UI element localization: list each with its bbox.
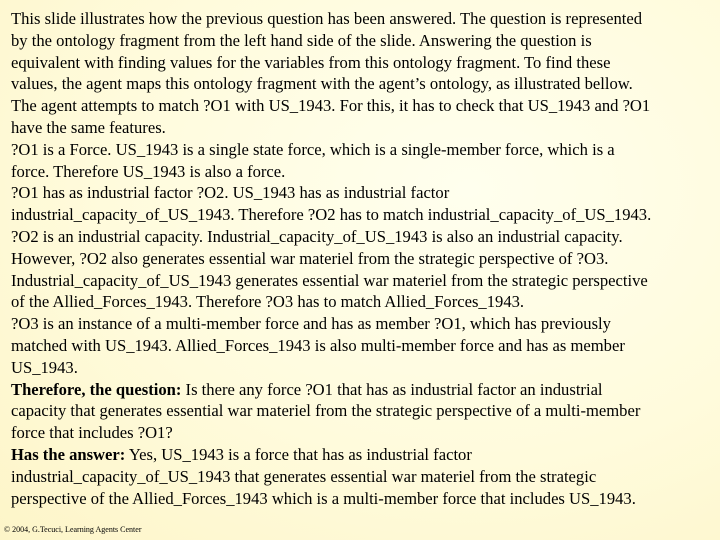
line-text: values, the agent maps this ontology fragment with the agent’s ontology, as illustrated bellow.: [11, 74, 633, 94]
line-text: ?O2 is an industrial capacity. Industrial_capacity_of_US_1943 is also an industrial capacity.: [11, 226, 623, 246]
line-text: equivalent with finding values for the variables from this ontology fragment. To find these: [11, 52, 611, 72]
text-line: [11, 52, 717, 74]
line-text: industrial_capacity_of_US_1943. Therefore ?O2 has to match industrial_capacity_of_US_1943.: [11, 205, 652, 225]
text-line: [11, 488, 717, 510]
line-text: Yes, US_1943 is a force that has as industrial factor: [125, 444, 472, 464]
text-line: [11, 73, 717, 95]
line-text: Industrial_capacity_of_US_1943 generates essential war materiel from the strategic perspective: [11, 270, 648, 290]
copyright-footer: © 2004, G.Tecuci, Learning Agents Center: [4, 525, 142, 534]
text-line: [11, 400, 717, 422]
bold-lead-in: Has the answer:: [11, 444, 126, 464]
text-line: [11, 95, 717, 117]
text-line: [11, 335, 717, 357]
line-text: force that includes ?O1?: [11, 423, 173, 443]
text-line: [11, 204, 717, 226]
text-line: [11, 291, 717, 313]
slide-body-text: [11, 8, 717, 509]
text-line: [11, 182, 717, 204]
line-text: The agent attempts to match ?O1 with US_1943. For this, it has to check that US_1943 and ?O1: [11, 96, 651, 116]
line-text: Is there any force ?O1 that has as industrial factor an industrial: [181, 379, 603, 399]
text-line: [11, 161, 717, 183]
text-line: [11, 466, 717, 488]
text-line: [11, 444, 717, 466]
line-text: by the ontology fragment from the left hand side of the slide. Answering the question is: [11, 30, 592, 50]
line-text: US_1943.: [11, 357, 78, 377]
text-line: [11, 270, 717, 292]
line-text: have the same features.: [11, 117, 166, 137]
line-text: of the Allied_Forces_1943. Therefore ?O3 has to match Allied_Forces_1943.: [11, 292, 525, 312]
text-line: [11, 139, 717, 161]
bold-lead-in: Therefore, the question:: [11, 379, 182, 399]
text-line: [11, 117, 717, 139]
line-text: matched with US_1943. Allied_Forces_1943 is also multi-member force and has as member: [11, 335, 625, 355]
line-text: However, ?O2 also generates essential war materiel from the strategic perspective of ?O3.: [11, 248, 609, 268]
line-text: This slide illustrates how the previous question has been answered. The question is represented: [11, 9, 643, 28]
line-text: capacity that generates essential war materiel from the strategic perspective of a multi-member: [11, 401, 641, 421]
text-line: [11, 30, 717, 52]
line-text: perspective of the Allied_Forces_1943 which is a multi-member force that includes US_1943.: [11, 488, 636, 508]
text-line: [11, 313, 717, 335]
text-line: [11, 8, 717, 30]
text-line: [11, 422, 717, 444]
line-text: ?O3 is an instance of a multi-member force and has as member ?O1, which has previously: [11, 314, 611, 334]
text-line: [11, 226, 717, 248]
text-line: [11, 379, 717, 401]
text-line: [11, 357, 717, 379]
line-text: ?O1 is a Force. US_1943 is a single state force, which is a single-member force, which is a: [11, 139, 615, 159]
text-line: [11, 248, 717, 270]
line-text: force. Therefore US_1943 is also a force.: [11, 161, 286, 181]
line-text: ?O1 has as industrial factor ?O2. US_1943 has as industrial factor: [11, 183, 450, 203]
line-text: industrial_capacity_of_US_1943 that generates essential war materiel from the strategic: [11, 466, 597, 486]
